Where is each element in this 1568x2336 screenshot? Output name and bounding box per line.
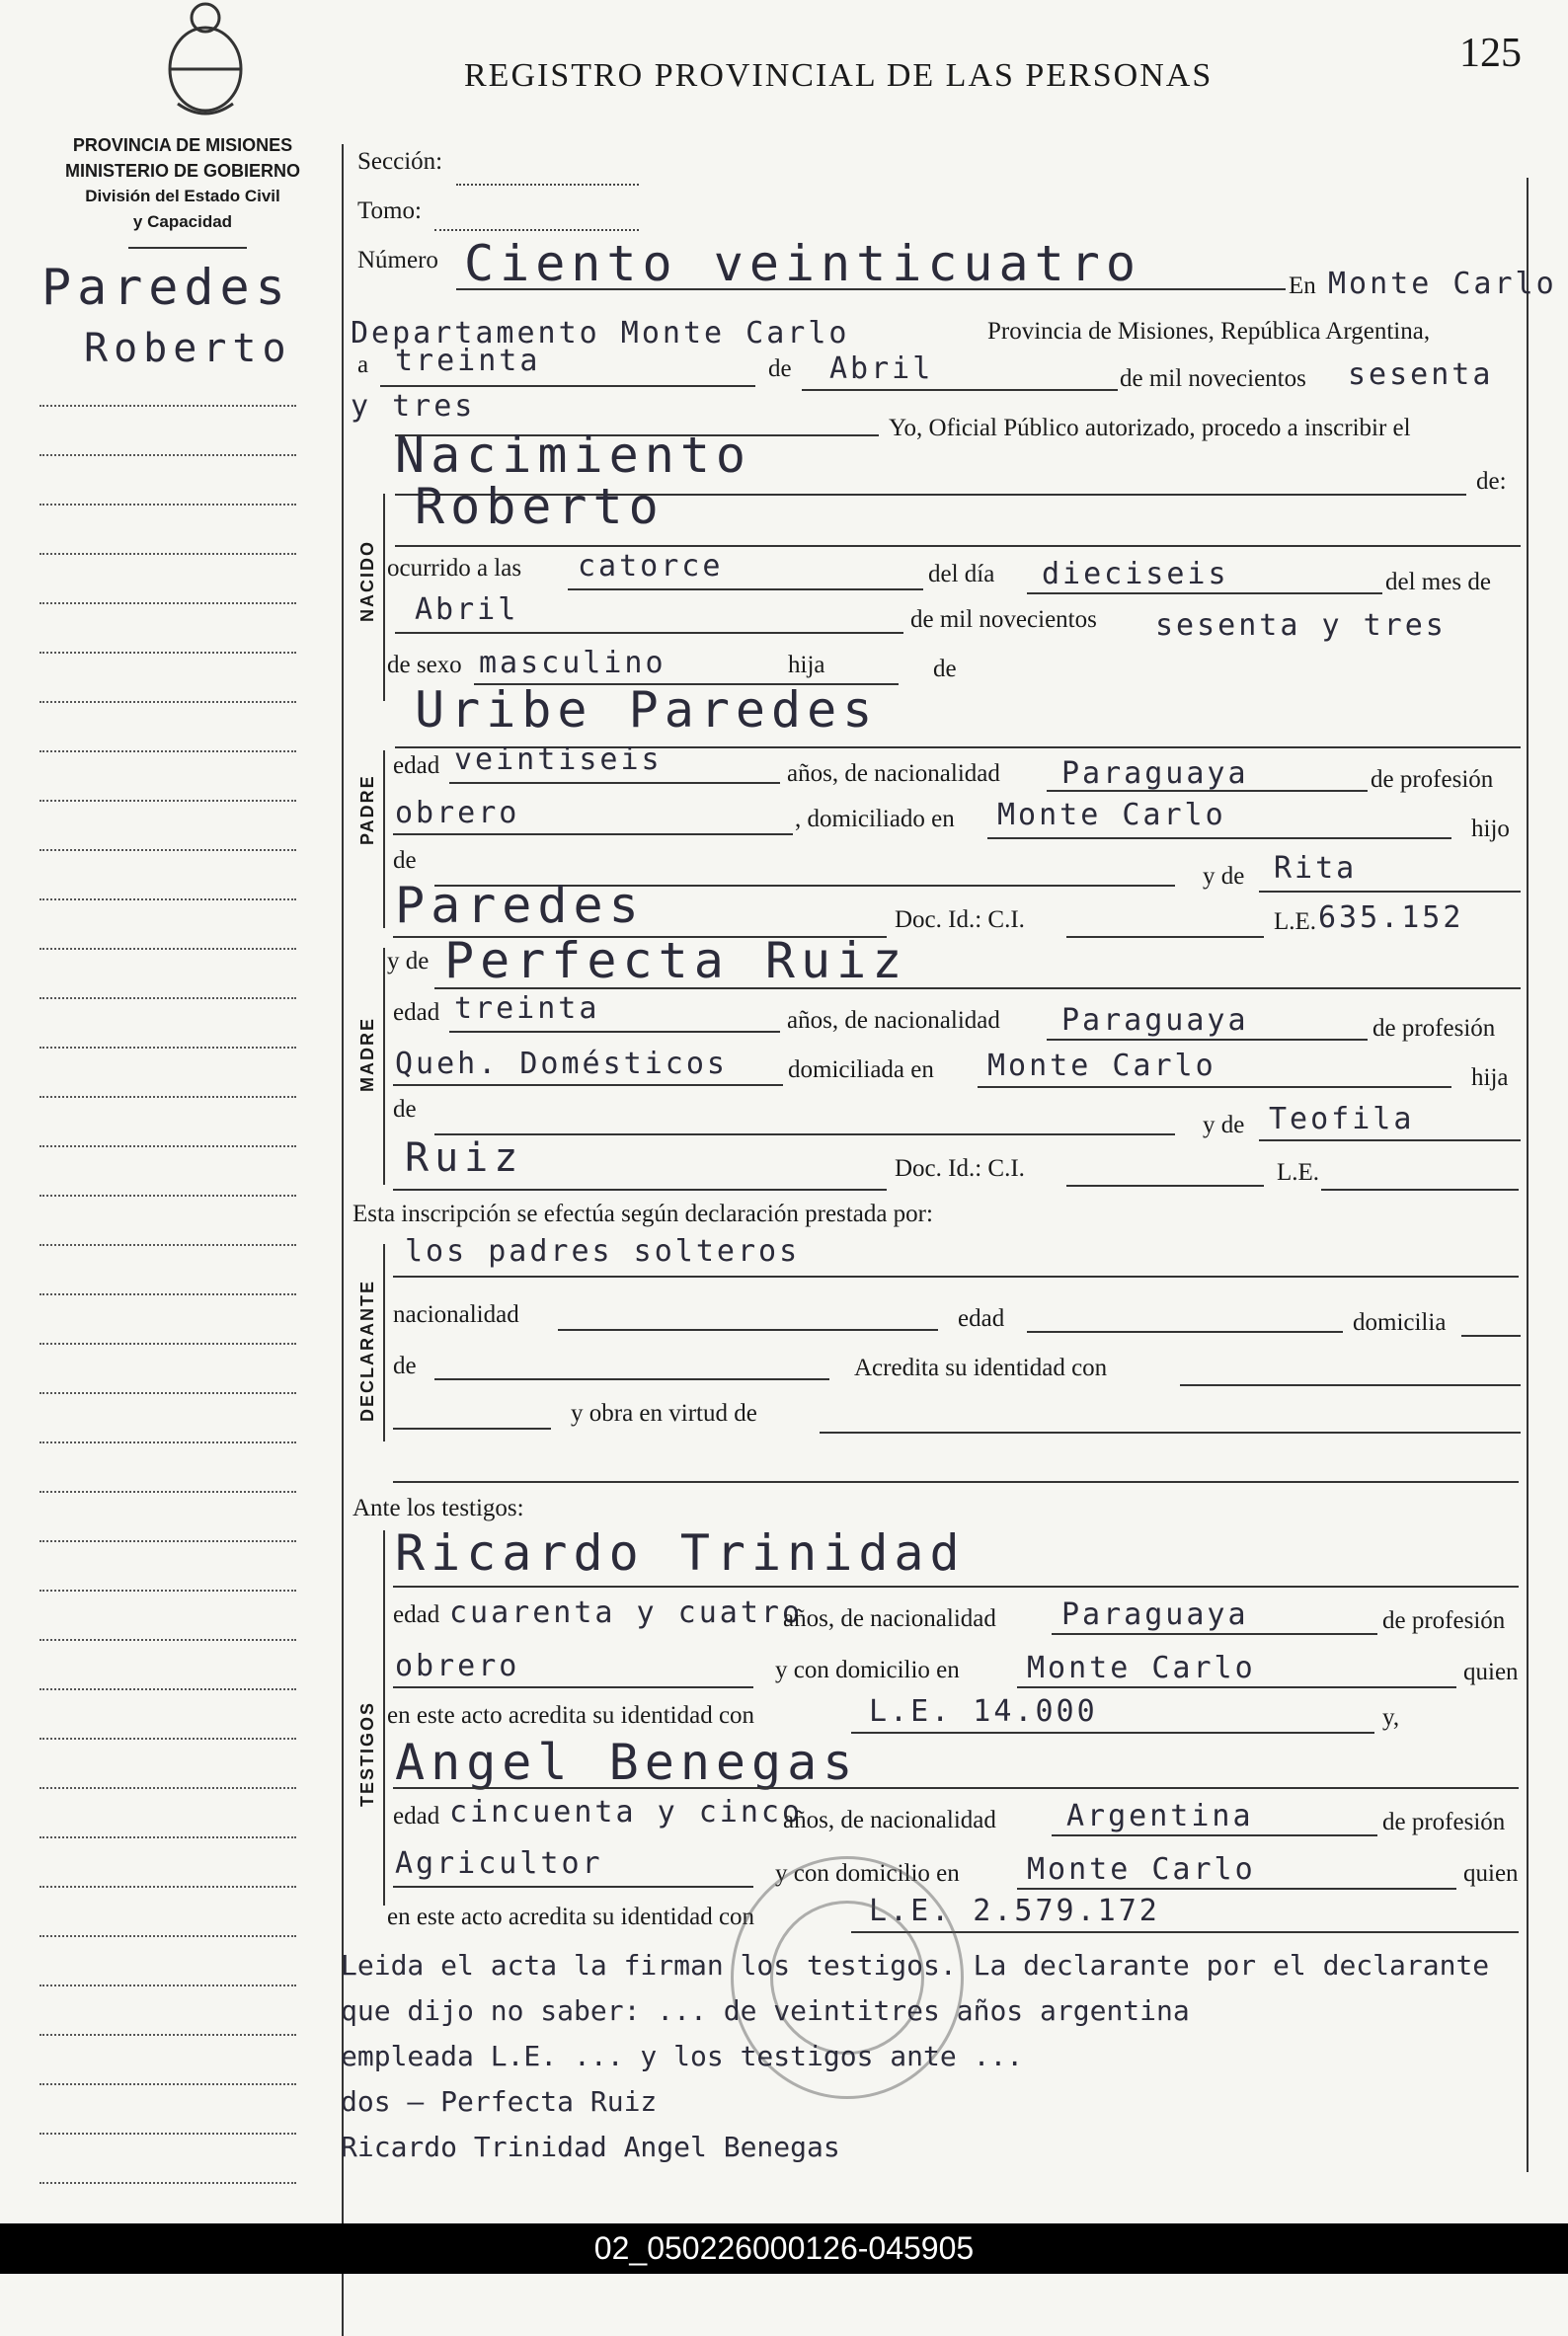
margin-rule (39, 898, 296, 900)
madre-nombre-value: Perfecta Ruiz (444, 932, 908, 989)
t1-domicilio-line (1017, 1686, 1456, 1688)
margin-rule (39, 1590, 296, 1592)
mes-nac-line (395, 632, 903, 634)
margin-rule (39, 997, 296, 999)
closing-note-line: Leida el acta la firman los testigos. La declarante por el declarante (341, 1949, 1490, 1982)
t2-edad-value: cincuenta y cinco (449, 1795, 804, 1830)
t2-prof-label: de profesión (1382, 1809, 1506, 1835)
margin-rule (39, 1441, 296, 1443)
dec-en-label: de (393, 1353, 417, 1379)
padre-nacionalidad-line (1047, 790, 1368, 792)
madre-y-de2-label: y de (1203, 1112, 1245, 1138)
ministry-label: MINISTERIO DE GOBIERNO (64, 161, 301, 181)
en-value: Monte Carlo (1328, 267, 1557, 301)
dia-line (380, 385, 755, 387)
t1-nac-label: años, de nacionalidad (783, 1605, 996, 1632)
madre-nombre-line (434, 987, 1521, 989)
madre-edad-label: edad (393, 999, 440, 1026)
margin-rule (39, 2083, 296, 2085)
padre-nac-label: años, de nacionalidad (787, 760, 1000, 787)
madre-prof-label: de profesión (1372, 1015, 1496, 1042)
dec-edad-label: edad (958, 1305, 1005, 1332)
margin-rule (39, 1244, 296, 1246)
t1-doc-line (851, 1732, 1374, 1734)
dec-acredita-line (1180, 1384, 1521, 1386)
hora-line (568, 588, 923, 590)
madre-madre-nombre-value: Teofila (1269, 1102, 1415, 1136)
testigos-bracket (383, 1530, 385, 1906)
ocurrido-label: ocurrido a las (387, 555, 522, 582)
nombre-line (395, 545, 1521, 547)
t2-profesion-line (393, 1886, 753, 1888)
division-label: División del Estado Civil (85, 187, 280, 205)
esta-inscripcion-label: Esta inscripción se efectúa según declaración prestada por: (353, 1201, 933, 1227)
t2-dom-label: y con domicilio en (775, 1860, 960, 1887)
t2-quien-label: quien (1463, 1860, 1519, 1887)
padre-bracket (383, 750, 385, 928)
declarante-section-label: DECLARANTE (357, 1280, 377, 1422)
t2-domicilio-line (1017, 1888, 1456, 1890)
del-mes-label: del mes de (1385, 569, 1491, 595)
madre-domicilio-value: Monte Carlo (987, 1049, 1216, 1083)
margin-rule (39, 1096, 296, 1098)
en-label: En (1289, 273, 1316, 299)
province-label: PROVINCIA DE MISIONES (72, 135, 293, 155)
padre-profesion-value: obrero (395, 796, 520, 830)
madre-ci-line (1066, 1185, 1264, 1187)
margin-rule (39, 454, 296, 456)
madre-madre-line (1259, 1139, 1521, 1141)
closing-notes (341, 1943, 1526, 2170)
margin-rule (39, 2182, 296, 2184)
dec-nacionalidad-line (558, 1329, 938, 1331)
padre-madre-line (1259, 891, 1521, 893)
dec-obra-line (820, 1432, 1521, 1434)
t1-nombre-line (393, 1586, 1519, 1588)
t1-nacionalidad-value: Paraguaya (1061, 1597, 1249, 1632)
margin-rule (39, 2034, 296, 2036)
dia-value: treinta (395, 344, 541, 378)
declarante-line (393, 1276, 1519, 1278)
margin-surname: Paredes (41, 259, 291, 316)
madre-doc-label: Doc. Id.: C.I. (895, 1155, 1025, 1182)
dec-nacionalidad-label: nacionalidad (393, 1301, 519, 1328)
dec-en-line (434, 1378, 829, 1380)
t1-domicilio-value: Monte Carlo (1027, 1651, 1256, 1685)
mes-nac-value: Abril (415, 592, 519, 627)
padre-profesion-line (393, 833, 793, 835)
t2-doc-value: L.E. 2.579.172 (869, 1894, 1160, 1928)
t2-profesion-value: Agricultor (395, 1846, 603, 1881)
yo-oficial-label: Yo, Oficial Público autorizado, procedo a inscribir el (889, 415, 1411, 441)
dec-acredita-label: Acredita su identidad con (854, 1355, 1108, 1381)
closing-note-line: Ricardo Trinidad Angel Benegas (341, 2131, 840, 2163)
coat-of-arms-icon (158, 0, 253, 118)
margin-rule (39, 1343, 296, 1345)
margin-rule (39, 1985, 296, 1986)
seccion-label: Sección: (357, 148, 443, 175)
capacity-label: y Capacidad (132, 212, 233, 231)
margin-rule (39, 1392, 296, 1394)
dec-obra-label: y obra en virtud de (571, 1400, 757, 1427)
margin-rule (39, 1145, 296, 1147)
t1-y-label: y, (1382, 1704, 1400, 1731)
madre-le-line (1321, 1189, 1519, 1191)
page-number: 125 (1459, 31, 1522, 76)
padre-apellido-value: Paredes (395, 877, 645, 934)
dec-domicilia-label: domicilia (1353, 1309, 1447, 1336)
a-label: a (357, 351, 369, 378)
dec-blank-line (393, 1428, 551, 1430)
padre-prof-label: de profesión (1371, 766, 1494, 793)
de-mil-label: de mil novecientos (1120, 365, 1306, 392)
madre-domicilio-line (978, 1086, 1451, 1088)
padre-nacionalidad-value: Paraguaya (1061, 756, 1249, 791)
t2-nombre-value: Angel Benegas (395, 1734, 859, 1791)
madre-hija-label: hija (1471, 1064, 1509, 1091)
margin-rule (39, 800, 296, 802)
mes-value: Abril (829, 351, 934, 386)
nacido-bracket (383, 494, 385, 701)
madre-y-de-label: y de (387, 948, 430, 974)
madre-apellido-value: Ruiz (405, 1135, 524, 1181)
dec-domicilia-line (1461, 1335, 1521, 1337)
padre-ci-line (1066, 936, 1264, 938)
declarante-value: los padres solteros (405, 1234, 801, 1269)
madre-bracket (383, 948, 385, 1185)
padre-de-label: de (393, 847, 417, 874)
hijo-de-value: Uribe Paredes (415, 681, 879, 739)
numero-line (456, 288, 1286, 290)
tomo-field (434, 229, 639, 231)
t1-doc-value: L.E. 14.000 (869, 1694, 1098, 1729)
right-border (1527, 178, 1529, 2172)
margin-rule (39, 1836, 296, 1838)
t2-edad-label: edad (393, 1803, 440, 1830)
ante-testigos-label: Ante los testigos: (353, 1495, 524, 1521)
seccion-field (456, 184, 639, 186)
margin-rule (39, 1293, 296, 1295)
t2-nombre-line (393, 1787, 1519, 1789)
padre-edad-value: veintiseis (454, 742, 663, 777)
acto-value: Nacimiento (395, 427, 752, 484)
nombre-value: Roberto (415, 478, 665, 535)
padre-madre-nombre-value: Rita (1274, 851, 1358, 886)
margin-rule (39, 1688, 296, 1690)
sexo-label: de sexo (387, 652, 462, 678)
t1-acredita-label: en este acto acredita su identidad con (387, 1702, 755, 1729)
sexo-value: masculino (479, 646, 666, 680)
madre-edad-value: treinta (454, 991, 600, 1026)
margin-rule (39, 1935, 296, 1937)
madre-section-label: MADRE (357, 1017, 377, 1092)
provincia-label: Provincia de Misiones, República Argentina, (987, 318, 1431, 345)
anio-a-value: sesenta (1348, 357, 1494, 392)
hora-value: catorce (578, 549, 724, 584)
anio-b-value: y tres (351, 389, 476, 424)
t1-quien-label: quien (1463, 1659, 1519, 1685)
padre-domicilio-line (987, 837, 1451, 839)
dec-end-line (393, 1481, 1519, 1483)
madre-profesion-value: Queh. Domésticos (395, 1047, 728, 1081)
issuer-block (39, 132, 326, 235)
de-label-1: de (768, 355, 792, 382)
del-dia-label: del día (928, 561, 995, 587)
padre-le-label: L.E. (1274, 908, 1317, 935)
margin-rule (39, 1787, 296, 1789)
padre-domicilio-value: Monte Carlo (997, 798, 1226, 832)
declarante-bracket (383, 1244, 385, 1441)
margin-rule (39, 405, 296, 407)
madre-nac-label: años, de nacionalidad (787, 1007, 1000, 1034)
margin-rule (39, 553, 296, 555)
anio-nac-value: sesenta y tres (1155, 608, 1447, 643)
t1-nacionalidad-line (1052, 1633, 1377, 1635)
t1-edad-label: edad (393, 1601, 440, 1628)
margin-rule (39, 504, 296, 506)
t2-nacionalidad-line (1052, 1834, 1377, 1836)
padre-y-de-label: y de (1203, 863, 1245, 890)
madre-le-label: L.E. (1277, 1159, 1320, 1186)
numero-label: Número (357, 247, 438, 273)
closing-note-line: empleada L.E. ... y los testigos ante ... (341, 2040, 1024, 2072)
margin-rule (39, 1738, 296, 1740)
margin-rule (39, 849, 296, 851)
padre-edad-line (449, 782, 780, 784)
margin-rule (39, 750, 296, 752)
nacido-section-label: NACIDO (357, 540, 377, 622)
padre-section-label: PADRE (357, 774, 377, 845)
margin-rule (39, 1195, 296, 1197)
margin-rule (39, 2133, 296, 2135)
t1-prof-label: de profesión (1382, 1607, 1506, 1634)
mes-line (802, 389, 1118, 391)
t2-acredita-label: en este acto acredita su identidad con (387, 1904, 755, 1930)
padre-edad-label: edad (393, 752, 440, 779)
t1-profesion-line (393, 1686, 753, 1688)
madre-edad-line (449, 1031, 780, 1033)
madre-nacionalidad-value: Paraguaya (1061, 1003, 1249, 1038)
t1-nombre-value: Ricardo Trinidad (395, 1524, 966, 1582)
dec-edad-line (1027, 1331, 1343, 1333)
madre-nacionalidad-line (1047, 1039, 1368, 1041)
tomo-label: Tomo: (357, 197, 422, 224)
madre-apellido-line (393, 1189, 887, 1191)
padre-hijo-label: hijo (1471, 816, 1510, 842)
t1-dom-label: y con domicilio en (775, 1657, 960, 1683)
margin-rule (39, 1491, 296, 1493)
dia-nac-value: dieciseis (1042, 557, 1229, 591)
footer-id: 02_050226000126-045905 (0, 2223, 1568, 2274)
margin-given-name: Roberto (84, 326, 292, 371)
numero-value: Ciento veinticuatro (464, 235, 1141, 292)
padre-le-value: 635.152 (1318, 900, 1464, 935)
departamento-value: Departamento Monte Carlo (351, 316, 850, 350)
madre-de-label: de (393, 1096, 417, 1123)
document-title: REGISTRO PROVINCIAL DE LAS PERSONAS (464, 57, 1214, 94)
closing-note-line: dos — Perfecta Ruiz (341, 2085, 658, 2118)
margin-rule (39, 1540, 296, 1542)
margin-rule (39, 1047, 296, 1049)
madre-dom-label: domiciliada en (788, 1056, 934, 1083)
margin-rule (39, 652, 296, 654)
testigos-section-label: TESTIGOS (357, 1700, 377, 1807)
t2-domicilio-value: Monte Carlo (1027, 1852, 1256, 1887)
margin-rule (39, 1886, 296, 1888)
margin-rule (39, 948, 296, 950)
closing-note-line: que dijo no saber: ... de veintitres años argentina (341, 1994, 1190, 2027)
t2-nac-label: años, de nacionalidad (783, 1807, 996, 1833)
padre-dom-label: , domiciliado en (795, 806, 955, 832)
dia-nac-line (1027, 592, 1382, 594)
madre-profesion-line (393, 1084, 783, 1086)
t1-edad-value: cuarenta y cuatro (449, 1596, 804, 1630)
margin-rule (39, 701, 296, 703)
de-label-2: de (933, 656, 957, 682)
madre-de-line (434, 1133, 1175, 1135)
t2-nacionalidad-value: Argentina (1066, 1799, 1254, 1833)
hija-label: hija (788, 652, 825, 678)
de-mil-nac-label: de mil novecientos (910, 606, 1097, 633)
t1-profesion-value: obrero (395, 1649, 520, 1683)
de-colon-label: de: (1476, 468, 1507, 495)
padre-doc-label: Doc. Id.: C.I. (895, 906, 1025, 933)
margin-rule (39, 1639, 296, 1641)
margin-rule (39, 602, 296, 604)
issuer-rule (128, 247, 247, 249)
